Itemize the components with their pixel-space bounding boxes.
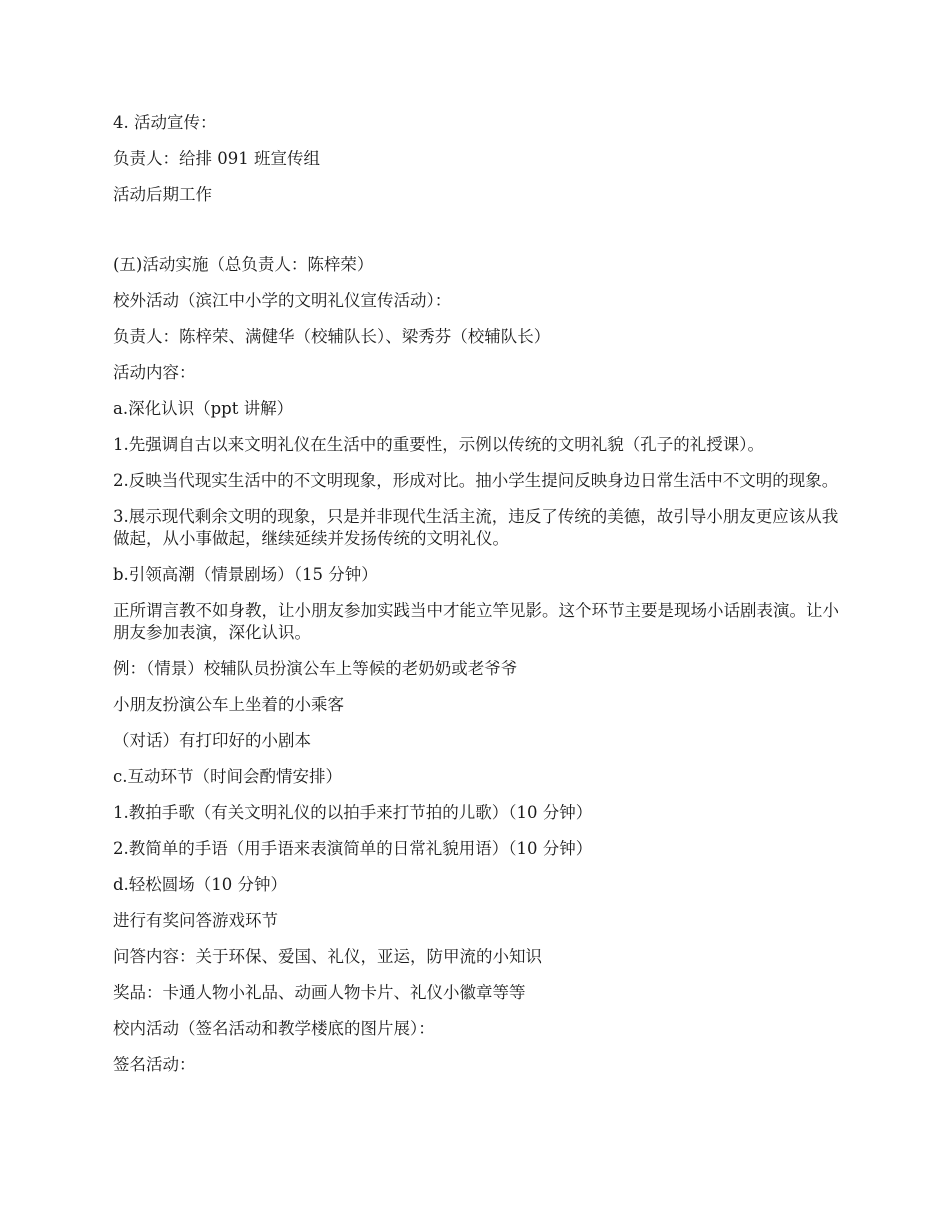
paragraph-b-dialogue: （对话）有打印好的小剧本 — [113, 731, 311, 750]
paragraph-section-a: a.深化认识（ppt 讲解） — [113, 399, 294, 418]
paragraph-a-item-3: 3.展示现代剩余文明的现象，只是并非现代生活主流，违反了传统的美德，故引导小朋友更应该从我做起，从小事做起，继续延续并发扬传统的文明礼仪。 — [113, 507, 839, 548]
paragraph-offcampus-owners: 负责人：陈梓荣、满健华（校辅队长）、梁秀芬（校辅队长） — [113, 327, 551, 346]
paragraph-a-item-1: 1.先强调自古以来文明礼仪在生活中的重要性，示例以传统的文明礼貌（孔子的礼授课）。 — [113, 435, 764, 454]
paragraph-oncampus-heading: 校内活动（签名活动和教学楼底的图片展）： — [113, 1019, 435, 1038]
paragraph-a-item-2: 2.反映当代现实生活中的不文明现象，形成对比。抽小学生提问反映身边日常生活中不文明的现象。 — [113, 471, 839, 490]
paragraph-section-c: c.互动环节（时间会酌情安排） — [113, 767, 342, 786]
paragraph-post-work: 活动后期工作 — [113, 185, 212, 204]
paragraph-d-prizes: 奖品：卡通人物小礼品、动画人物卡片、礼仪小徽章等等 — [113, 983, 526, 1002]
paragraph-signature-heading: 签名活动： — [113, 1055, 196, 1074]
paragraph-c-item-1: 1.教拍手歌（有关文明礼仪的以拍手来打节拍的儿歌）（10 分钟） — [113, 803, 593, 822]
paragraph-d-quiz: 进行有奖问答游戏环节 — [113, 911, 278, 930]
paragraph-offcampus-heading: 校外活动（滨江中小学的文明礼仪宣传活动）： — [113, 291, 452, 310]
paragraph-b-description: 正所谓言教不如身教，让小朋友参加实践当中才能立竿见影。这个环节主要是现场小话剧表演。让小朋友参加表演，深化认识。 — [113, 601, 839, 642]
paragraph-spacer — [113, 220, 843, 254]
paragraph-b-example: 例：（情景）校辅队员扮演公车上等候的老奶奶或老爷爷 — [113, 659, 518, 678]
paragraph-section-b: b.引领高潮（情景剧场）（15 分钟） — [113, 565, 378, 584]
paragraph-promotion-heading: 4. 活动宣传： — [113, 113, 217, 132]
paragraph-d-quiz-content: 问答内容：关于环保、爱国、礼仪，亚运，防甲流的小知识 — [113, 947, 542, 966]
paragraph-promotion-owner: 负责人：给排 091 班宣传组 — [113, 149, 320, 168]
paragraph-section-d: d.轻松圆场（10 分钟） — [113, 875, 288, 894]
paragraph-content-heading: 活动内容： — [113, 363, 196, 382]
paragraph-b-passenger: 小朋友扮演公车上坐着的小乘客 — [113, 695, 344, 714]
document-body — [113, 112, 843, 1090]
paragraph-implementation-heading: (五)活动实施（总负责人：陈梓荣） — [113, 255, 374, 274]
paragraph-c-item-2: 2.教简单的手语（用手语来表演简单的日常礼貌用语）（10 分钟） — [113, 839, 593, 858]
